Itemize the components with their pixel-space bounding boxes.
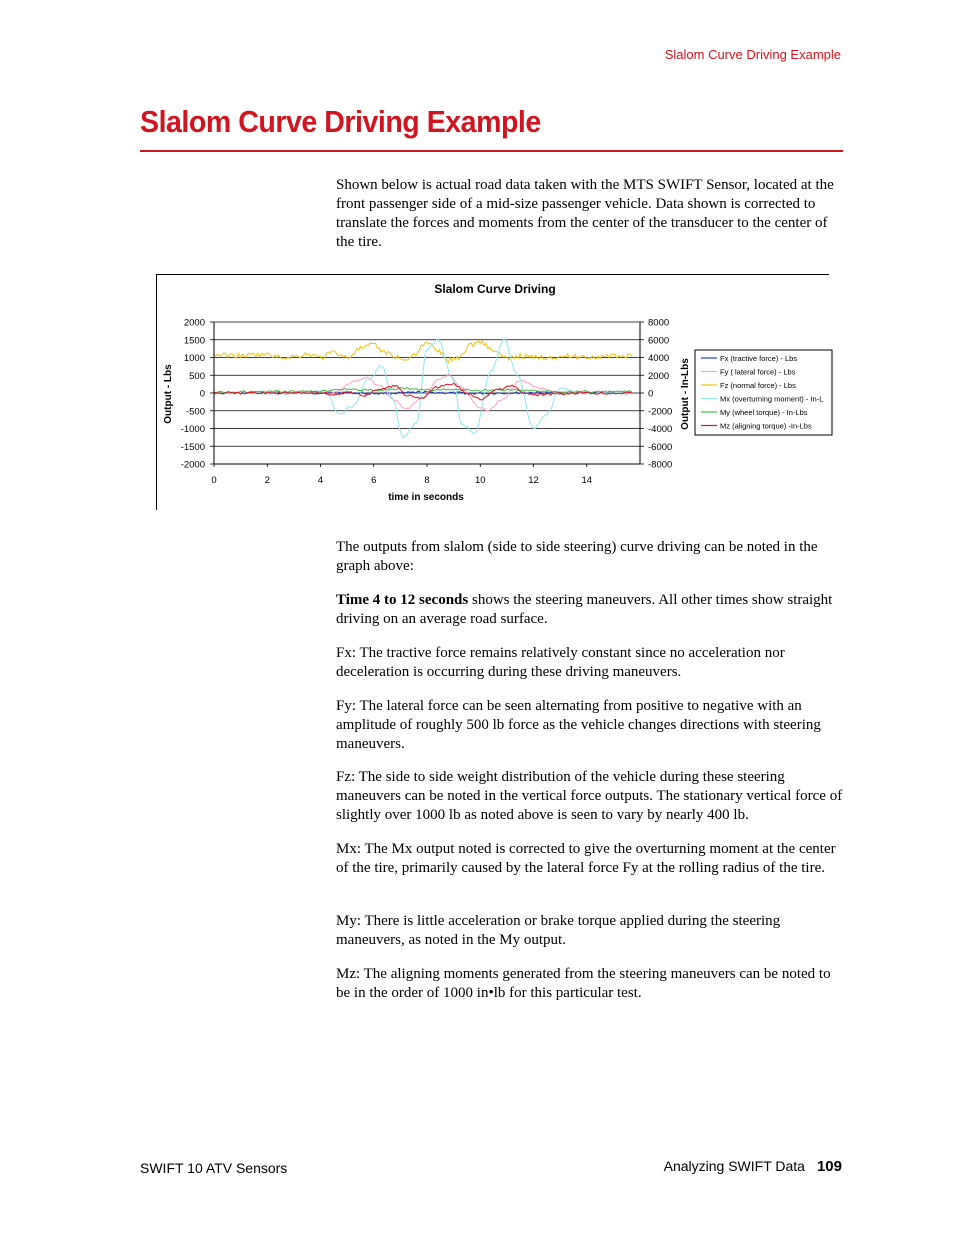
- page-number: 109: [816, 1158, 842, 1175]
- paragraph-fx: Fx: The tractive force remains relatively constant since no acceleration nor deceleration is occurring during these driving maneuvers.: [336, 645, 785, 680]
- y-tick-label: -2000: [180, 459, 205, 471]
- x-tick-label: 4: [317, 475, 324, 486]
- running-header: Slalom Curve Driving Example: [664, 47, 841, 62]
- chart-series: [214, 338, 632, 437]
- y-tick-label: 500: [189, 370, 205, 382]
- footer-section: Analyzing SWIFT Data: [663, 1158, 805, 1174]
- paragraph-time-range: [336, 591, 844, 629]
- page-title: Slalom Curve Driving Example: [140, 104, 541, 139]
- x-tick-label: 12: [528, 475, 539, 486]
- x-tick-label: 2: [264, 475, 270, 486]
- series-line: [214, 341, 632, 363]
- x-tick-label: 10: [474, 475, 486, 486]
- y-tick-label: 2000: [183, 317, 205, 329]
- chart-title: Slalom Curve Driving: [434, 282, 556, 296]
- legend-label: Fx (tractive force) - Lbs: [720, 354, 798, 363]
- y2-tick-label: 2000: [648, 370, 670, 382]
- y2-tick-label: -8000: [648, 459, 673, 471]
- paragraph-fy: Fy: The lateral force can be seen alternating from positive to negative with an amplitude of roughly 500 lb force as the vehicle changes directions with steering maneuvers.: [336, 698, 821, 752]
- title-rule: [140, 150, 843, 152]
- y-tick-label: -1500: [180, 441, 205, 453]
- legend-label: Mz (aligning torque) -In-Lbs: [720, 421, 812, 431]
- y2-tick-label: 4000: [648, 353, 670, 364]
- y-tick-label: 1500: [183, 335, 205, 347]
- legend-label: Fy ( lateral force) - Lbs: [720, 367, 796, 377]
- time-range-text: shows the steering maneuvers. All other times show straight driving on an average road surface.: [336, 592, 833, 627]
- y-axis-label-left: Output - Lbs: [163, 364, 174, 424]
- footer-product: SWIFT 10 ATV Sensors: [140, 1160, 288, 1176]
- legend-label: My (wheel torque) - In-Lbs: [720, 408, 808, 417]
- y-tick-label: 1000: [183, 353, 205, 364]
- paragraph-mx: Mx: The Mx output noted is corrected to give the overturning moment at the center of the tire, primarily caused by the lateral force Fy at the rolling radius of the tire.: [336, 841, 836, 876]
- x-tick-label: 8: [424, 475, 430, 486]
- paragraph-mz: Mz: The aligning moments generated from the steering maneuvers can be noted to be in the order of 1000 in•lb for this particular test.: [336, 966, 831, 1001]
- chart-legend: [695, 350, 832, 435]
- x-tick-label: 6: [371, 475, 377, 486]
- y2-tick-label: -4000: [648, 424, 673, 435]
- paragraph-my: My: There is little acceleration or brake torque applied during the steering maneuvers, as noted in the My output.: [336, 913, 781, 948]
- intro-paragraph: Shown below is actual road data taken with the MTS SWIFT Sensor, located at the front passenger side of a mid-size passenger vehicle. Data shown is corrected to translate the forces and moments from the center of the transducer to the center of the tire.: [336, 177, 834, 250]
- y2-tick-label: 6000: [648, 335, 670, 347]
- paragraph-outputs: The outputs from slalom (side to side steering) curve driving can be noted in the graph above:: [336, 539, 818, 574]
- time-range-emphasis: Time 4 to 12 seconds: [336, 592, 469, 608]
- legend-label: Fz (normal force) - Lbs: [720, 381, 796, 390]
- y2-tick-label: 8000: [648, 317, 670, 329]
- x-tick-label: 0: [211, 475, 217, 486]
- x-tick-label: 14: [581, 475, 593, 486]
- y-tick-label: -1000: [180, 424, 205, 435]
- series-line: [214, 338, 632, 437]
- y-tick-label: 0: [199, 388, 205, 400]
- y-tick-label: -500: [185, 406, 205, 418]
- x-axis-label: time in seconds: [388, 492, 464, 503]
- y-axis-label-right: Output - In-Lbs: [680, 358, 691, 430]
- y2-tick-label: 0: [648, 388, 654, 400]
- y2-tick-label: -2000: [648, 406, 673, 418]
- legend-label: Mx (overturning moment) - In-L: [720, 394, 824, 404]
- slalom-chart: [156, 274, 836, 514]
- footer-right: [664, 1158, 842, 1175]
- y2-tick-label: -6000: [648, 441, 673, 453]
- paragraph-fz: Fz: The side to side weight distribution of the vehicle during these steering maneuvers can be noted in the vertical force outputs. The stationary vertical force of slightly over 1000 lb as noted above is seen to vary by nearly 400 lb.: [336, 769, 843, 823]
